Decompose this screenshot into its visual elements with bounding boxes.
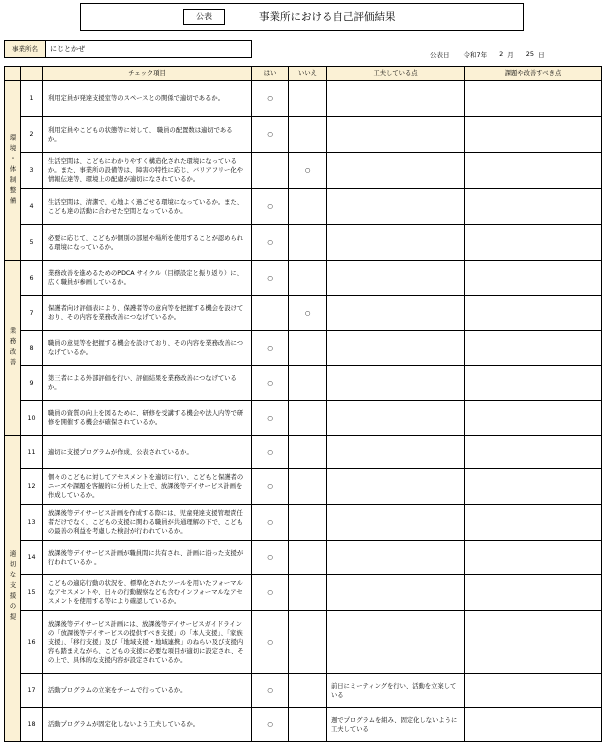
office-name-label: 事業所名	[4, 40, 46, 58]
no-mark	[289, 331, 327, 366]
issue-cell	[465, 505, 602, 541]
public-badge: 公表	[183, 9, 225, 25]
no-mark	[289, 469, 327, 505]
issue-cell	[465, 469, 602, 505]
table-row	[5, 296, 602, 331]
publish-day: 25	[525, 50, 535, 58]
no-mark	[289, 674, 327, 708]
issue-cell	[465, 674, 602, 708]
row-number: 17	[21, 674, 43, 708]
row-number: 6	[21, 261, 43, 296]
header-no: いいえ	[289, 67, 327, 81]
yes-mark: ○	[252, 469, 289, 505]
check-item-text: 職員の意見等を把握する機会を設けており、その内容を業務改善につなげているか。	[43, 331, 252, 366]
title-box	[80, 3, 524, 31]
row-number: 18	[21, 708, 43, 742]
issue-cell	[465, 366, 602, 401]
issue-cell	[465, 611, 602, 674]
table-row	[5, 81, 602, 117]
yes-mark: ○	[252, 331, 289, 366]
effort-cell	[327, 436, 465, 469]
header-yes: はい	[252, 67, 289, 81]
row-number: 5	[21, 225, 43, 261]
row-number: 12	[21, 469, 43, 505]
yes-mark: ○	[252, 674, 289, 708]
header-check-item: チェック項目	[43, 67, 252, 81]
no-mark	[289, 261, 327, 296]
publish-month: 2	[499, 50, 504, 58]
row-number: 4	[21, 189, 43, 225]
category-environment: 環境・体制整備	[5, 81, 21, 261]
no-mark	[289, 575, 327, 611]
effort-cell	[327, 189, 465, 225]
effort-cell	[327, 469, 465, 505]
table-row	[5, 366, 602, 401]
check-item-text: 利用定員やこどもの状態等に対して、 職員の配置数は適切であるか。	[43, 117, 252, 153]
yes-mark: ○	[252, 541, 289, 575]
check-item-text: 活動プログラムの立案をチームで行っているか。	[43, 674, 252, 708]
office-name-block	[4, 40, 252, 58]
no-mark: ○	[289, 296, 327, 331]
issue-cell	[465, 189, 602, 225]
check-item-text: 利用定員が発達支援室等のスペースとの関係で適切であるか。	[43, 81, 252, 117]
check-item-text: 放課後等デイサービス計画を作成する際には、児童発達支援管理責任者だけでなく、こどもの支援に関わる職員が共通理解の下で、こどもの最善の利益を考慮した検討が行われているか。	[43, 505, 252, 541]
yes-mark: ○	[252, 611, 289, 674]
yes-mark	[252, 153, 289, 189]
yes-mark	[252, 296, 289, 331]
no-mark: ○	[289, 153, 327, 189]
effort-cell	[327, 81, 465, 117]
table-row	[5, 331, 602, 366]
effort-cell	[327, 541, 465, 575]
issue-cell	[465, 708, 602, 742]
row-number: 14	[21, 541, 43, 575]
table-row	[5, 117, 602, 153]
issue-cell	[465, 331, 602, 366]
effort-cell: 前日にミーティングを行い、活動を立案している	[327, 674, 465, 708]
page-title: 事業所における自己評価結果	[259, 11, 396, 23]
publish-date-label: 公表日	[430, 51, 450, 59]
effort-cell	[327, 296, 465, 331]
check-item-text: 保護者向け評価表により、保護者等の意向等を把握する機会を設けており、その内容を業務改善につなげているか。	[43, 296, 252, 331]
check-item-text: 職員の資質の向上を図るために、研修を受講する機会や法人内等で研修を開催する機会が確保されているか。	[43, 401, 252, 436]
header-issues: 課題や改善すべき点	[465, 67, 602, 81]
check-item-text: こどもの適応行動の状況を、標準化されたツールを用いたフォーマルなアセスメントや、日々の行動観察なども含むインフォーマルなアセスメントを使用する等により確認しているか。	[43, 575, 252, 611]
effort-cell	[327, 261, 465, 296]
row-number: 13	[21, 505, 43, 541]
effort-cell	[327, 153, 465, 189]
no-mark	[289, 225, 327, 261]
row-number: 9	[21, 366, 43, 401]
issue-cell	[465, 153, 602, 189]
table-header-row	[5, 67, 602, 81]
yes-mark: ○	[252, 366, 289, 401]
issue-cell	[465, 81, 602, 117]
issue-cell	[465, 401, 602, 436]
issue-cell	[465, 225, 602, 261]
row-number: 3	[21, 153, 43, 189]
issue-cell	[465, 296, 602, 331]
table-row	[5, 708, 602, 742]
office-name-value: にじとかぜ	[45, 40, 252, 58]
publish-date	[430, 50, 545, 59]
effort-cell	[327, 611, 465, 674]
issue-cell	[465, 261, 602, 296]
no-mark	[289, 401, 327, 436]
effort-cell	[327, 366, 465, 401]
effort-cell	[327, 331, 465, 366]
yes-mark: ○	[252, 401, 289, 436]
check-item-text: 生活空間は、清潔で、心地よく過ごせる環境になっているか。また、こども達の活動に合わせた空間となっているか。	[43, 189, 252, 225]
yes-mark: ○	[252, 117, 289, 153]
issue-cell	[465, 541, 602, 575]
no-mark	[289, 541, 327, 575]
effort-cell	[327, 575, 465, 611]
table-row	[5, 505, 602, 541]
check-item-text: 放課後等デイサービス計画には、放課後等デイサービスガイドラインの「放課後等デイサービスの提供すべき支援」の「本人支援」、「家族支援」、「移行支援」及び「地域支援・地域連携」のねらい及び支援内容も踏まえながら、こどもの支援に必要な項目が適切に設定され、その上で、具体的な支援内容が設定されているか。	[43, 611, 252, 674]
check-item-text: 活動プログラムが固定化しないよう工夫しているか。	[43, 708, 252, 742]
yes-mark: ○	[252, 81, 289, 117]
check-item-text: 第三者による外部評価を行い、評価結果を業務改善につなげているか。	[43, 366, 252, 401]
no-mark	[289, 366, 327, 401]
table-row	[5, 575, 602, 611]
yes-mark: ○	[252, 708, 289, 742]
check-item-text: 個々のこどもに対してアセスメントを適切に行い、こどもと保護者のニーズや課題を客観的に分析した上で、放課後等デイサービス計画を作成しているか。	[43, 469, 252, 505]
no-mark	[289, 117, 327, 153]
row-number: 16	[21, 611, 43, 674]
check-item-text: 適切に支援プログラムが作成、公表されているか。	[43, 436, 252, 469]
yes-mark: ○	[252, 225, 289, 261]
row-number: 11	[21, 436, 43, 469]
effort-cell	[327, 401, 465, 436]
no-mark	[289, 436, 327, 469]
header-number	[21, 67, 43, 81]
table-row	[5, 469, 602, 505]
header-effort: 工夫している点	[327, 67, 465, 81]
table-row	[5, 541, 602, 575]
no-mark	[289, 708, 327, 742]
yes-mark: ○	[252, 261, 289, 296]
publish-month-unit: 月	[507, 51, 514, 59]
table-row	[5, 674, 602, 708]
no-mark	[289, 81, 327, 117]
table-row	[5, 611, 602, 674]
publish-era-year: 令和7年	[463, 51, 488, 59]
table-row	[5, 401, 602, 436]
effort-cell	[327, 505, 465, 541]
yes-mark: ○	[252, 189, 289, 225]
yes-mark: ○	[252, 505, 289, 541]
evaluation-table	[4, 66, 602, 742]
header-category	[5, 67, 21, 81]
row-number: 1	[21, 81, 43, 117]
row-number: 2	[21, 117, 43, 153]
check-item-text: 放課後等デイサービス計画が職員間に共有され、計画に沿った支援が行われているか 。	[43, 541, 252, 575]
table-row	[5, 261, 602, 296]
category-appropriate-support: 適切な支援の提	[5, 436, 21, 742]
no-mark	[289, 611, 327, 674]
table-row	[5, 436, 602, 469]
check-item-text: 必要に応じて、こどもが個別の部屋や場所を使用することが認められる環境になっているか。	[43, 225, 252, 261]
issue-cell	[465, 436, 602, 469]
yes-mark: ○	[252, 575, 289, 611]
check-item-text: 生活空間は、こどもにわかりやすく構造化された環境になっているか。また、事業所の設備等は、障害の特性に応じ、バリアフリー化や情報伝達等、環境上の配慮が適切になされているか。	[43, 153, 252, 189]
effort-cell	[327, 117, 465, 153]
effort-cell: 週でプログラムを組み、固定化しないように工夫している	[327, 708, 465, 742]
row-number: 15	[21, 575, 43, 611]
effort-cell	[327, 225, 465, 261]
check-item-text: 業務改善を進めるためのPDCA サイクル（目標設定と振り返り）に、広く職員が参画しているか。	[43, 261, 252, 296]
table-row	[5, 225, 602, 261]
table-row	[5, 189, 602, 225]
row-number: 10	[21, 401, 43, 436]
table-row	[5, 153, 602, 189]
no-mark	[289, 189, 327, 225]
yes-mark: ○	[252, 436, 289, 469]
no-mark	[289, 505, 327, 541]
row-number: 7	[21, 296, 43, 331]
publish-day-unit: 日	[538, 51, 545, 59]
issue-cell	[465, 117, 602, 153]
category-business-improvement: 業務改善	[5, 261, 21, 436]
issue-cell	[465, 575, 602, 611]
row-number: 8	[21, 331, 43, 366]
